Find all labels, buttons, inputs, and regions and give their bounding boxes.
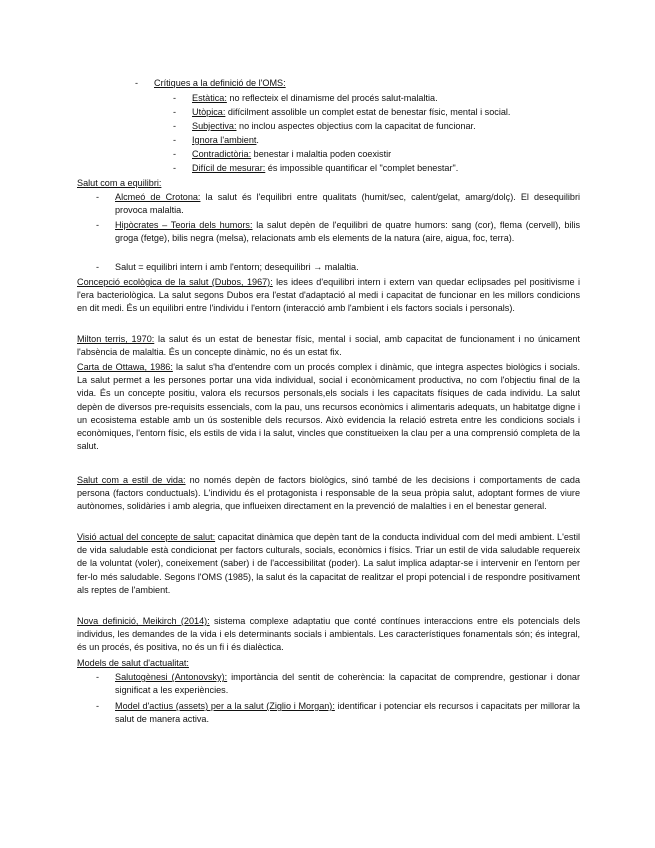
- oms-term: Utòpica:: [192, 107, 226, 117]
- paragraph-ottawa: [77, 361, 580, 453]
- paragraph-term: Visió actual del concepte de salut:: [77, 532, 216, 542]
- oms-text: no inclou aspectes objectius com la capacitat de funcionar.: [236, 121, 476, 131]
- paragraph-terris: [77, 333, 580, 359]
- dash-bullet: -: [135, 78, 139, 88]
- paragraph-term: Milton terris, 1970:: [77, 334, 155, 344]
- oms-text: .: [256, 135, 259, 145]
- oms-term: Subjectiva:: [192, 121, 237, 131]
- paragraph-text: les idees d'equilibri intern i extern van quedar eclipsades pel positivisme i l'era bacteriològica. La salut segons Dubos era l'estat d'adaptació al medi i capacitat de funcionar en les millors condicions en dit medi. És un equilibri entre l'individu i l'entorn (interacció amb l'ambient i els factors socials i personals).: [77, 277, 581, 314]
- models-heading-row: [77, 657, 580, 670]
- models-text: importància del sentit de coherència: la capacitat de comprendre, gestionar i donar significat a les experiències.: [115, 672, 580, 696]
- oms-heading: Crítiques a la definició de l'OMS:: [154, 78, 286, 88]
- equilibri-heading: Salut com a equilibri:: [77, 178, 162, 188]
- equilibri-text: Salut = equilibri intern i amb l'entorn; desequilibri → malaltia.: [115, 262, 359, 272]
- models-heading: Models de salut d'actualitat:: [77, 658, 189, 668]
- paragraph-text: la salut s'ha d'entendre com un procés complex i dinàmic, que integra aspectes biològics i socials. La salut permet a les persones portar una vida individual, social i econòmicament productiva, no com l'objectiu final de la vida. És un concepte positiu, valora els recursos personals,els socials i les capacitats físiques de cada individu. La salut depèn de diversos pre-requisits essencials, com la pau, uns recursos econòmics i alimentaris adequats, un habitatge digne i un ecosistema estable amb un ús sostenible dels recursos. Això evidencia la relació estreta entre les condicions socials i econòmiques, l'entorn físic, els estils de vida i la salut, vincles que constitueixen la clau per a una comprensió completa de la salut.: [77, 362, 580, 452]
- paragraph-visio-actual: [77, 531, 580, 597]
- models-term: Model d'actius (assets) per a la salut (Ziglio i Morgan):: [115, 701, 335, 711]
- paragraph-term: Nova definició, Meikirch (2014):: [77, 616, 210, 626]
- oms-term: Contradictòria:: [192, 149, 252, 159]
- dash-bullet: -: [96, 672, 100, 682]
- oms-text: benestar i malaltia poden coexistir: [251, 149, 392, 159]
- paragraph-estil-de-vida: [77, 474, 580, 514]
- equilibri-text: la salut depèn de l'equilibri de quatre humors: sang (cor), flema (cervell), bilis groga (fetge), bilis negra (melsa), relacionats amb els elements de la natura (aire, aigua, foc, terra).: [115, 220, 581, 244]
- paragraph-term: Concepció ecològica de la salut (Dubos, 1967):: [77, 277, 273, 287]
- equilibri-text: la salut és l'equilibri entre qualitats (humit/sec, calent/gelat, amarg/dolç). El desequilibri provoca malaltia.: [115, 192, 580, 216]
- oms-text: no reflecteix el dinamisme del procés salut-malaltia.: [226, 93, 438, 103]
- dash-bullet: -: [173, 135, 177, 145]
- dash-bullet: -: [173, 107, 177, 117]
- paragraph-text: la salut és un estat de benestar físic, mental i social, amb capacitat de funcionament i no únicament l'absència de malaltia. És un concepte dinàmic, no és un estat fix.: [77, 334, 580, 358]
- oms-term: Ignora l'ambient: [192, 135, 257, 145]
- oms-text: difícilment assolible un complet estat de benestar físic, mental i social.: [225, 107, 511, 117]
- oms-text: és impossible quantificar el "complet benestar".: [265, 163, 459, 173]
- paragraph-text: sistema complexe adaptatiu que conté contínues interaccions entre els potencials dels individus, les demandes de la vida i els determinants socials i ambientals. Les característiques fonamentals són; és integral, és un procés, és positiva, no és un fi i és dialèctica.: [77, 616, 580, 653]
- dash-bullet: -: [96, 192, 100, 202]
- dash-bullet: -: [173, 121, 177, 131]
- dash-bullet: -: [96, 262, 100, 272]
- models-term: Salutogènesi (Antonovsky):: [115, 672, 228, 682]
- equilibri-term: Hipòcrates – Teoria dels humors:: [115, 220, 253, 230]
- dash-bullet: -: [173, 93, 177, 103]
- paragraph-text: no només depèn de factors biològics, sinó també de les decisions i comportaments de cada persona (factors conductuals). L'individu és el protagonista i responsable de la seua pròpia salut, adoptant formes de viure autònomes, solidàries i amb alegria, que influeixen directament en la prevenció de malalties i en el benestar general.: [77, 475, 581, 512]
- dash-bullet: -: [96, 220, 100, 230]
- paragraph-dubos: [77, 276, 580, 316]
- dash-bullet: -: [173, 149, 177, 159]
- dash-bullet: -: [96, 701, 100, 711]
- paragraph-term: Salut com a estil de vida:: [77, 475, 186, 485]
- paragraph-text: capacitat dinàmica que depèn tant de la conducta individual com del medi ambient. L'estil de vida saludable està condicionat per factors culturals, socials, econòmics i físics. Triar un estil de vida saludable requereix de la voluntat (voler), coneixement (saber) i de l'accessibilitat (poder). La salut implica adaptar-se i intervenir en l'entorn per fer-lo més saludable. Segons l'OMS (1985), la salut és la capacitat de realitzar el propi potencial i de respondre positivament als reptes de l'ambient.: [77, 532, 580, 595]
- equilibri-heading-row: [77, 177, 580, 190]
- paragraph-term: Carta de Ottawa, 1986:: [77, 362, 173, 372]
- dash-bullet: -: [173, 163, 177, 173]
- oms-term: Difícil de mesurar:: [192, 163, 266, 173]
- models-text: identificar i potenciar els recursos i capacitats per millorar la salut de manera activa.: [115, 701, 580, 725]
- oms-term: Estàtica:: [192, 93, 227, 103]
- equilibri-term: Alcmeó de Crotona:: [115, 192, 201, 202]
- paragraph-meikirch: [77, 615, 580, 655]
